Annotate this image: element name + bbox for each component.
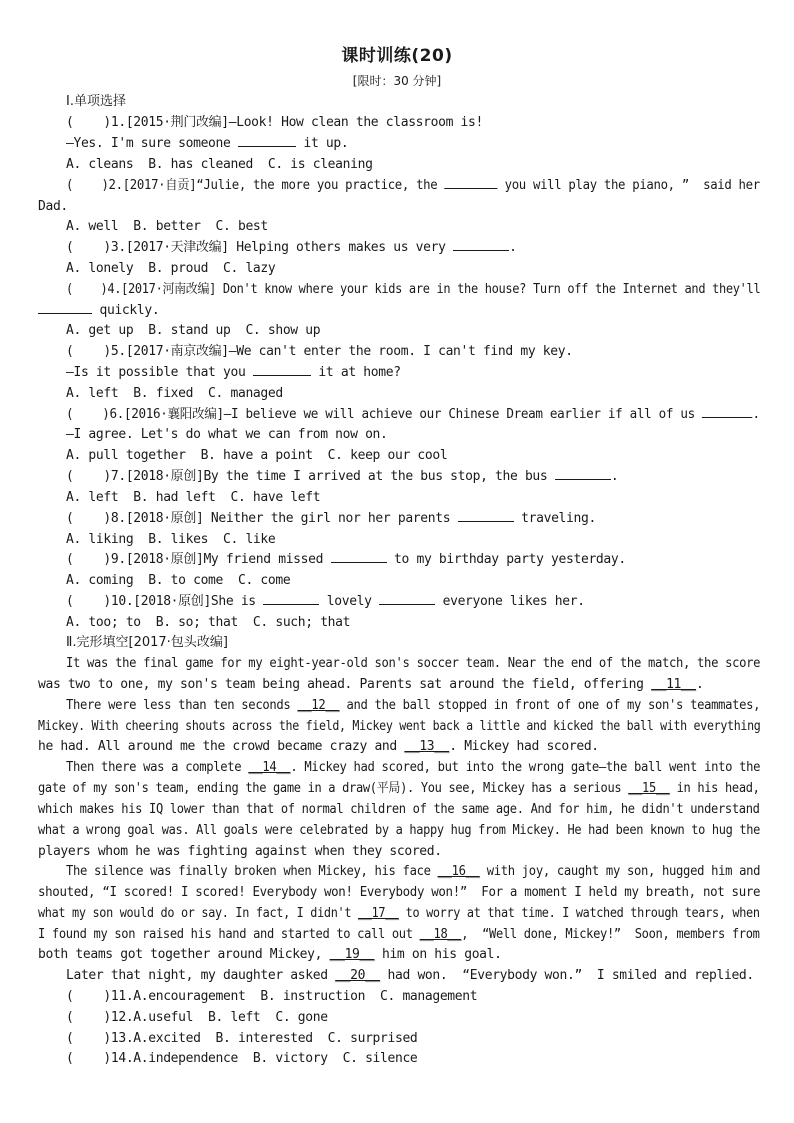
passage-line: The silence was finally broken when Mickey, his face __16__ with joy, caught my son, hugged him and — [66, 864, 761, 879]
cloze-question-13: ( )13.A.excited B. interested C. surprised — [66, 1031, 418, 1046]
answer-blank — [238, 135, 296, 147]
passage-line: It was the final game for my eight-year-old son's soccer team. Near the end of the match, the score — [66, 656, 761, 671]
cloze-blank-12: __12__ — [297, 698, 340, 713]
answer-blank — [702, 406, 752, 418]
question-3-stem: ( )3.[2017·天津改编] Helping others makes us very . — [66, 240, 517, 255]
passage-line: which makes his IQ lower than that of normal children of the same age. And for him, he didn't understand — [38, 802, 760, 817]
passage-line: gate of my son's team, ending the game in a draw(平局). You see, Mickey has a serious __15__ in his head, — [38, 781, 760, 796]
passage-line: shouted, “I scored! I scored! Everybody won! Everybody won!” For a moment I held my breath, not sure — [38, 885, 761, 900]
question-6-stem: ( )6.[2016·襄阳改编]—I believe we will achieve our Chinese Dream earlier if all of us . — [66, 407, 760, 422]
section-heading-cloze: Ⅱ.完形填空[2017·包头改编] — [66, 635, 228, 650]
answer-blank — [458, 510, 514, 522]
cloze-question-14: ( )14.A.independence B. victory C. silence — [66, 1051, 418, 1066]
question-5-stem: ( )5.[2017·南京改编]—We can't enter the room. I can't find my key. — [66, 344, 573, 359]
time-limit: [限时：30 分钟] — [352, 74, 442, 88]
passage-line: There were less than ten seconds __12__ and the ball stopped in front of one of my son's teammates, — [66, 698, 761, 713]
passage-line: he had. All around me the crowd became crazy and __13__. Mickey had scored. — [38, 739, 599, 754]
question-8-stem: ( )8.[2018·原创] Neither the girl nor her parents traveling. — [66, 511, 596, 526]
question-2-line2: Dad. — [38, 199, 68, 214]
cloze-blank-20: __20__ — [335, 968, 381, 983]
question-1-stem: ( )1.[2015·荆门改编]—Look! How clean the classroom is! — [66, 115, 483, 130]
cloze-blank-16: __16__ — [437, 864, 480, 879]
question-10-options: A. too; to B. so; that C. such; that — [66, 615, 351, 630]
question-9-options: A. coming B. to come C. come — [66, 573, 291, 588]
passage-line: Later that night, my daughter asked __20__ had won. “Everybody won.” I smiled and replied. — [66, 968, 754, 983]
page-title: 课时训练(20) — [341, 46, 453, 66]
cloze-blank-17: __17__ — [357, 906, 399, 921]
passage-line: what my son would do or say. In fact, I didn't __17__ to worry at that time. I watched through tears, when — [38, 906, 760, 921]
question-7-options: A. left B. had left C. have left — [66, 490, 321, 505]
passage-line: was two to one, my son's team being ahead. Parents sat around the field, offering __11__. — [38, 677, 704, 692]
question-4-options: A. get up B. stand up C. show up — [66, 323, 321, 338]
answer-blank — [379, 593, 435, 605]
question-4-stem: ( )4.[2017·河南改编] Don't know where your kids are in the house? Turn off the Internet and they'll — [66, 282, 761, 297]
question-9-stem: ( )9.[2018·原创]My friend missed to my birthday party yesterday. — [66, 552, 626, 567]
answer-blank — [555, 468, 611, 480]
question-5-options: A. left B. fixed C. managed — [66, 386, 283, 401]
question-1-options: A. cleans B. has cleaned C. is cleaning — [66, 157, 373, 172]
answer-blank — [331, 551, 387, 563]
answer-blank — [444, 177, 497, 189]
question-10-stem: ( )10.[2018·原创]She is lovely everyone likes her. — [66, 594, 585, 609]
passage-line: Mickey. With cheering shouts across the field, Mickey went back a little and kicked the ball with everything — [38, 719, 761, 734]
passage-line: I found my son raised his hand and started to call out __18__, “Well done, Mickey!” Soon, members from — [38, 927, 760, 942]
section-heading-single-choice: Ⅰ.单项选择 — [66, 94, 126, 109]
cloze-blank-19: __19__ — [329, 947, 375, 962]
cloze-blank-11: __11__ — [651, 677, 696, 692]
question-4-line2: quickly. — [38, 302, 159, 320]
question-6-line2: —I agree. Let's do what we can from now on. — [66, 427, 388, 442]
question-3-options: A. lonely B. proud C. lazy — [66, 261, 276, 276]
answer-blank — [38, 302, 92, 314]
question-1-line2: —Yes. I'm sure someone it up. — [66, 136, 349, 151]
question-8-options: A. liking B. likes C. like — [66, 532, 276, 547]
cloze-blank-15: __15__ — [628, 781, 670, 796]
passage-line: players whom he was fighting against when they scored. — [38, 844, 442, 859]
question-5-line2: —Is it possible that you it at home? — [66, 365, 401, 380]
cloze-question-12: ( )12.A.useful B. left C. gone — [66, 1010, 328, 1025]
question-6-options: A. pull together B. have a point C. keep our cool — [66, 448, 448, 463]
answer-blank — [263, 593, 319, 605]
cloze-blank-14: __14__ — [248, 760, 291, 775]
question-2-stem: ( )2.[2017·自贡]“Julie, the more you practice, the you will play the piano, ” said her — [66, 178, 760, 193]
cloze-question-11: ( )11.A.encouragement B. instruction C. management — [66, 989, 478, 1004]
cloze-blank-13: __13__ — [404, 739, 450, 754]
question-2-options: A. well B. better C. best — [66, 219, 268, 234]
answer-blank — [253, 364, 311, 376]
passage-line: what a wrong goal was. All goals were celebrated by a happy hug from Mickey. He had been known to hug the — [38, 823, 761, 838]
answer-blank — [453, 239, 509, 251]
cloze-blank-18: __18__ — [419, 927, 462, 942]
question-7-stem: ( )7.[2018·原创]By the time I arrived at the bus stop, the bus . — [66, 469, 619, 484]
passage-line: Then there was a complete __14__. Mickey had scored, but into the wrong gate—the ball went into the — [66, 760, 761, 775]
passage-line: both teams got together around Mickey, __19__ him on his goal. — [38, 947, 502, 962]
